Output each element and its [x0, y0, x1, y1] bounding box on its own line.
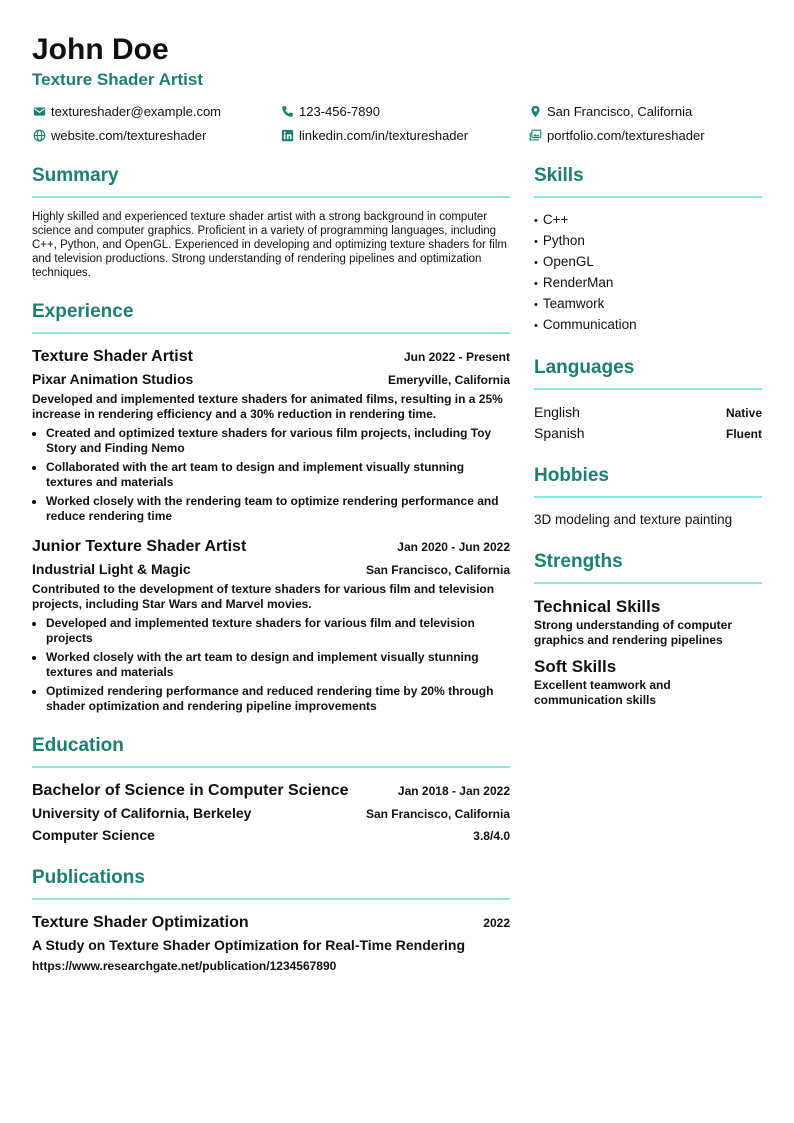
contact-portfolio-text: portfolio.com/textureshader [547, 127, 705, 143]
skill-item: • Python [534, 231, 762, 252]
job-bullets [32, 616, 510, 714]
experience-section [32, 300, 510, 714]
skill-item: • Teamwork [534, 294, 762, 315]
publication-year: 2022 [483, 916, 510, 930]
email-icon [32, 104, 46, 118]
languages-section [534, 356, 762, 444]
contact-portfolio[interactable] [528, 126, 762, 144]
job-bullet: • Developed and implemented texture shaders for various film and television projects [46, 616, 510, 646]
resume-columns [32, 164, 762, 996]
left-column [32, 164, 510, 996]
job-description: Contributed to the development of texture shaders for various film and television projects, including Star Wars and Marvel movies. [32, 582, 495, 611]
job-bullet: • Worked closely with the art team to design and implement visually stunning textures and materials [46, 650, 510, 680]
contact-email[interactable] [32, 102, 280, 120]
job-location: San Francisco, California [365, 563, 510, 577]
summary-text: Highly skilled and experienced texture shader artist with a strong background in computer science and computer graphics. Proficient in a variety of programming languages, including C++, Python, and OpenGL. Experienced in developing and optimizing texture shaders for film and television productions. Strong understanding of rendering pipelines and optimization techniques. [32, 211, 507, 279]
education-field: Computer Science [32, 827, 155, 843]
publications-heading: Publications [32, 866, 510, 900]
contact-linkedin[interactable] [280, 126, 528, 144]
job-location: Emeryville, California [387, 373, 510, 387]
job-description: Developed and implemented texture shaders for animated films, resulting in a 25% increase in rendering efficiency and a 30% reduction in rendering time. [32, 392, 503, 421]
contact-phone-text: 123-456-7890 [299, 103, 380, 119]
strength-description: Excellent teamwork and communication skills [534, 678, 671, 707]
language-level: Native [725, 406, 762, 420]
language-name: Spanish [534, 425, 585, 441]
contact-phone[interactable] [280, 102, 528, 120]
job-bullet: • Worked closely with the rendering team to optimize rendering performance and reduce rendering time [46, 494, 510, 524]
job-bullet: • Optimized rendering performance and reduced rendering time by 20% through shader optimization and rendering pipeline improvements [46, 684, 510, 714]
contact-info [32, 102, 762, 144]
summary-heading: Summary [32, 164, 510, 198]
job-company: Pixar Animation Studios [32, 371, 194, 387]
job-entry [32, 536, 510, 714]
skill-item: • OpenGL [534, 252, 762, 273]
strength-title: Technical Skills [534, 597, 661, 616]
strengths-heading: Strengths [534, 550, 762, 584]
education-school: University of California, Berkeley [32, 805, 252, 821]
contact-website[interactable] [32, 126, 280, 144]
education-gpa: 3.8/4.0 [473, 829, 510, 843]
portfolio-icon [528, 128, 542, 142]
summary-section [32, 164, 510, 280]
skills-section [534, 164, 762, 336]
experience-heading: Experience [32, 300, 510, 334]
globe-icon [32, 128, 46, 142]
job-dates: Jun 2022 - Present [403, 350, 510, 364]
job-title: Texture Shader Artist [32, 348, 193, 365]
publication-subtitle: A Study on Texture Shader Optimization for Real-Time Rendering [32, 937, 466, 953]
job-bullet: • Collaborated with the art team to design and implement visually stunning textures and materials [46, 460, 510, 490]
language-level: Fluent [726, 427, 762, 441]
linkedin-icon [280, 128, 294, 142]
resume-page [32, 30, 762, 996]
contact-email-text: textureshader@example.com [51, 103, 221, 119]
skill-item: • Communication [534, 315, 762, 336]
skill-item: • C++ [534, 210, 762, 231]
contact-linkedin-text: linkedin.com/in/textureshader [299, 127, 469, 143]
job-bullet: • Created and optimized texture shaders for various film projects, including Toy Story and Finding Nemo [46, 426, 510, 456]
hobbies-heading: Hobbies [534, 464, 762, 498]
right-column [534, 164, 762, 996]
location-icon [528, 104, 542, 118]
language-name: English [534, 404, 580, 420]
publication-link[interactable]: https://www.researchgate.net/publication/1234567890 [32, 959, 337, 973]
language-row [534, 423, 762, 444]
strengths-section [534, 550, 762, 708]
language-row [534, 402, 762, 423]
education-dates: Jan 2018 - Jan 2022 [397, 784, 510, 798]
education-location: San Francisco, California [365, 807, 510, 821]
strength-description: Strong understanding of computer graphics and rendering pipelines [534, 618, 732, 647]
candidate-role: Texture Shader Artist [32, 70, 203, 89]
languages-heading: Languages [534, 356, 762, 390]
job-company: Industrial Light & Magic [32, 561, 191, 577]
job-bullets [32, 426, 510, 524]
publication-title: Texture Shader Optimization [32, 914, 249, 931]
phone-icon [280, 104, 294, 118]
education-degree: Bachelor of Science in Computer Science [32, 782, 349, 799]
skills-list [534, 210, 762, 336]
job-dates: Jan 2020 - Jun 2022 [397, 540, 510, 554]
education-heading: Education [32, 734, 510, 768]
job-entry [32, 346, 510, 524]
contact-website-text: website.com/textureshader [51, 127, 207, 143]
skill-item: • RenderMan [534, 273, 762, 294]
contact-location [528, 102, 762, 120]
contact-location-text: San Francisco, California [547, 103, 693, 119]
skills-heading: Skills [534, 164, 762, 198]
publications-section [32, 866, 510, 976]
job-title: Junior Texture Shader Artist [32, 538, 247, 555]
strength-title: Soft Skills [534, 657, 617, 676]
education-section [32, 734, 510, 846]
hobby-item: 3D modeling and texture painting [534, 512, 733, 527]
hobbies-section [534, 464, 762, 530]
candidate-name: John Doe [32, 33, 169, 66]
